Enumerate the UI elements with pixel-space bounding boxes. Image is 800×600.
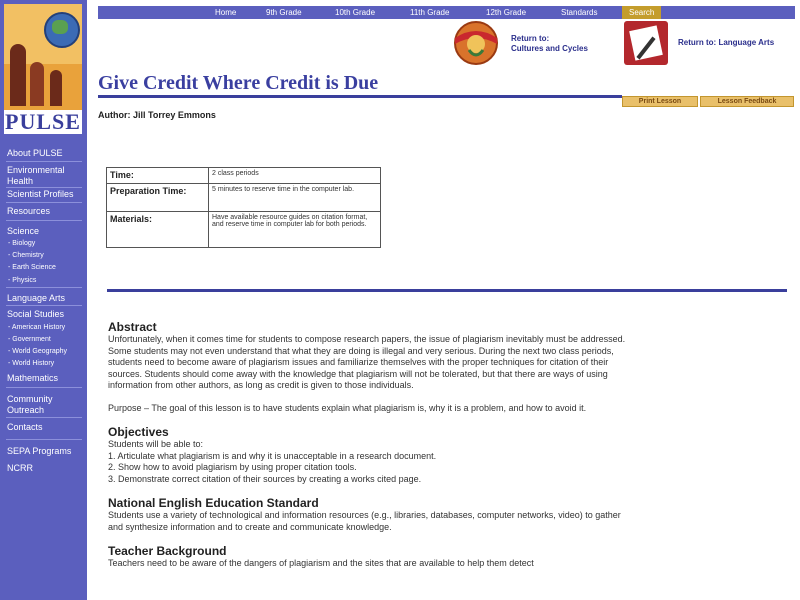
nav-divider bbox=[6, 287, 82, 288]
nav-label: Environmental bbox=[7, 165, 65, 175]
standard-heading: National English Education Standard bbox=[108, 496, 319, 510]
nav-about-pulse[interactable]: About PULSE bbox=[7, 148, 63, 158]
nav-american-history[interactable]: - American History bbox=[8, 324, 66, 331]
nav-divider bbox=[6, 387, 82, 388]
section-divider bbox=[107, 289, 787, 292]
lesson-info-table bbox=[106, 167, 381, 248]
prep-time-value: 5 minutes to reserve time in the computer lab. bbox=[209, 184, 381, 212]
objectives-intro: Students will be able to: bbox=[108, 439, 204, 449]
nav-language-arts[interactable]: Language Arts bbox=[7, 293, 66, 303]
title-underline bbox=[98, 95, 622, 98]
cultures-cycles-icon[interactable] bbox=[451, 20, 501, 66]
sidebar bbox=[0, 0, 87, 600]
objective-item: 2. Show how to avoid plagiarism by using proper citation tools. bbox=[108, 462, 357, 472]
lesson-content bbox=[108, 320, 628, 570]
author-line: Author: Jill Torrey Emmons bbox=[98, 110, 216, 120]
print-lesson-button[interactable]: Print Lesson bbox=[622, 96, 698, 107]
topnav-11th-grade[interactable]: 11th Grade bbox=[410, 8, 450, 17]
nav-scientist-profiles[interactable]: Scientist Profiles bbox=[7, 189, 74, 199]
nav-community-outreach[interactable] bbox=[0, 394, 87, 416]
nav-government[interactable]: - Government bbox=[8, 336, 51, 343]
topnav-9th-grade[interactable]: 9th Grade bbox=[266, 8, 302, 17]
nav-label: Outreach bbox=[7, 405, 45, 415]
nav-mathematics[interactable]: Mathematics bbox=[7, 373, 59, 383]
topnav-home[interactable]: Home bbox=[215, 8, 237, 17]
nav-label: Community bbox=[7, 394, 53, 404]
return-label: Return to: bbox=[511, 34, 550, 43]
nav-label: Health bbox=[7, 176, 34, 186]
materials-label: Materials: bbox=[107, 212, 209, 248]
objectives-heading: Objectives bbox=[108, 425, 169, 439]
nav-sepa-programs[interactable]: SEPA Programs bbox=[7, 446, 72, 456]
top-nav-bar bbox=[98, 6, 795, 19]
abstract-heading: Abstract bbox=[108, 320, 157, 334]
nav-world-history[interactable]: - World History bbox=[8, 360, 55, 367]
topnav-12th-grade[interactable]: 12th Grade bbox=[486, 8, 527, 17]
background-text: Teachers need to be aware of the dangers of plagiarism and the sites that are available to help them detect bbox=[108, 558, 534, 568]
nav-science[interactable]: Science bbox=[7, 226, 40, 236]
lesson-feedback-button[interactable]: Lesson Feedback bbox=[700, 96, 794, 107]
topnav-search[interactable]: Search bbox=[622, 6, 661, 19]
nav-social-studies[interactable]: Social Studies bbox=[7, 309, 65, 319]
time-value: 2 class periods bbox=[209, 168, 381, 184]
return-target: Cultures and Cycles bbox=[511, 44, 588, 53]
nav-physics[interactable]: - Physics bbox=[8, 277, 37, 284]
abstract-text: Unfortunately, when it comes time for students to compose research papers, the issue of plagiarism inevitably must be addressed. Some students may not even understand that what they are doing is illegal and very serious. During the next two class periods, students need to become aware of plagiarism issues and familiarize themselves with the proper techniques for citation of their sources. Students should come away with the knowledge that plagiarism will not be tolerated, but that there are ways of using information from other authors, as long as credit is given to those individuals. bbox=[108, 334, 626, 390]
purpose-text: Purpose – The goal of this lesson is to have students explain what plagiarism is, why it is a problem, and how to avoid it. bbox=[108, 402, 587, 413]
table-row bbox=[107, 168, 381, 184]
nav-ncrr[interactable]: NCRR bbox=[7, 463, 33, 473]
nav-divider bbox=[6, 439, 82, 440]
nav-divider bbox=[6, 305, 82, 306]
table-row bbox=[107, 184, 381, 212]
nav-divider bbox=[6, 202, 82, 203]
page-title: Give Credit Where Credit is Due bbox=[98, 72, 379, 94]
nav-earth-science[interactable]: - Earth Science bbox=[8, 264, 56, 271]
time-label: Time: bbox=[107, 168, 209, 184]
materials-value: Have available resource guides on citation format, and reserve time in computer lab for both periods. bbox=[209, 212, 381, 248]
globe-land-icon bbox=[52, 20, 68, 34]
topnav-standards[interactable]: Standards bbox=[561, 8, 598, 17]
standard-text: Students use a variety of technological and information resources (e.g., libraries, databases, computer networks, video) to gather and synthesize information and to create and communicate knowledge. bbox=[108, 510, 621, 532]
topnav-10th-grade[interactable]: 10th Grade bbox=[335, 8, 376, 17]
return-cultures-link[interactable] bbox=[511, 34, 588, 54]
nav-divider bbox=[6, 161, 82, 162]
background-heading: Teacher Background bbox=[108, 544, 227, 558]
nav-divider bbox=[6, 417, 82, 418]
figure-icon bbox=[30, 62, 44, 106]
objective-item: 3. Demonstrate correct citation of their sources by creating a works cited page. bbox=[108, 473, 422, 484]
nav-divider bbox=[6, 187, 82, 188]
table-row bbox=[107, 212, 381, 248]
nav-biology[interactable]: - Biology bbox=[8, 240, 36, 247]
logo-text: PULSE bbox=[5, 109, 81, 134]
language-arts-icon[interactable] bbox=[624, 21, 668, 65]
prep-time-label: Preparation Time: bbox=[107, 184, 209, 212]
nav-contacts[interactable]: Contacts bbox=[7, 422, 43, 432]
nav-divider bbox=[6, 220, 82, 221]
nav-chemistry[interactable]: - Chemistry bbox=[8, 252, 44, 259]
nav-environmental-health[interactable] bbox=[0, 165, 87, 187]
nav-world-geography[interactable]: - World Geography bbox=[8, 348, 68, 355]
pulse-logo[interactable] bbox=[4, 4, 82, 134]
return-language-arts-link[interactable]: Return to: Language Arts bbox=[678, 38, 775, 47]
figure-icon bbox=[10, 44, 26, 106]
nav-resources[interactable]: Resources bbox=[7, 206, 51, 216]
objective-item: 1. Articulate what plagiarism is and why it is unacceptable in a research document. bbox=[108, 450, 437, 461]
figure-icon bbox=[50, 70, 62, 106]
